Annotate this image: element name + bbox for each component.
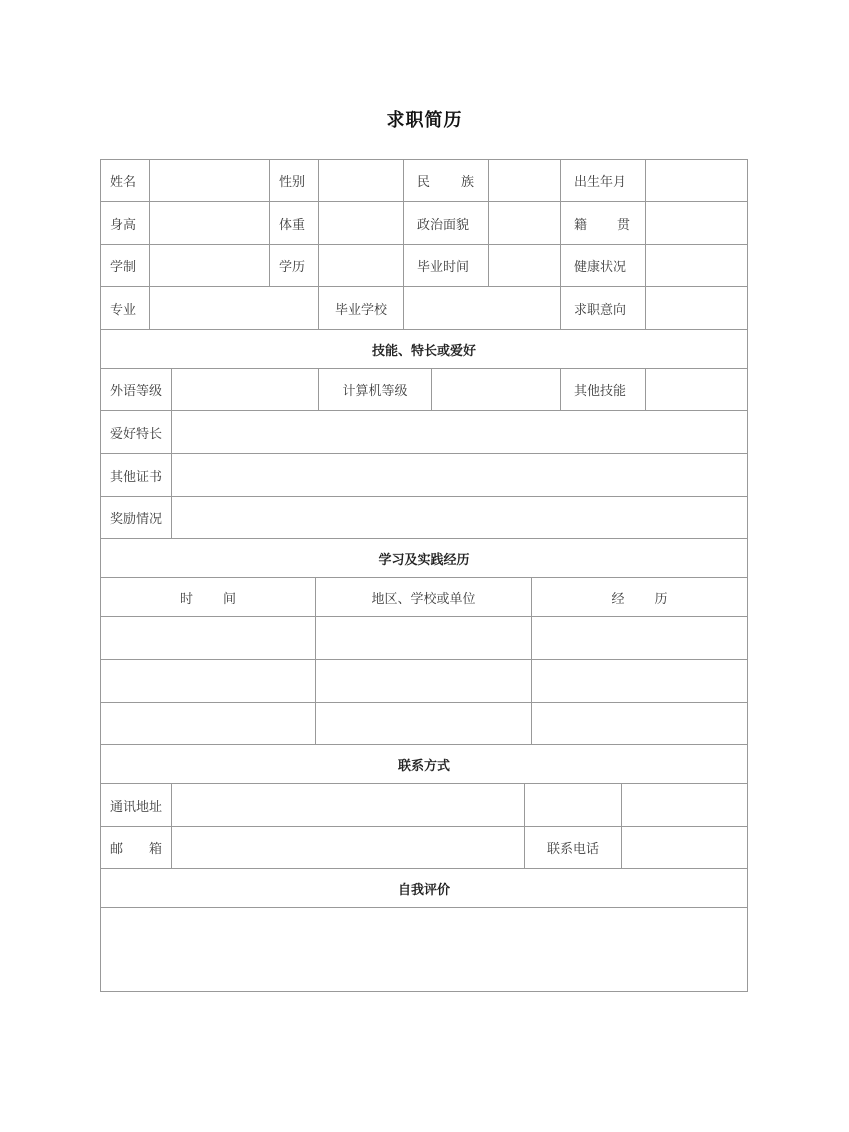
input-height[interactable] [150, 202, 270, 245]
label-major: 专业 [100, 287, 150, 330]
section-experience-header: 学习及实践经历 [100, 539, 748, 578]
resume-form-table [100, 159, 748, 992]
page-title: 求职简历 [386, 110, 463, 131]
column-header-experience [532, 578, 748, 617]
experience-row-1-time[interactable] [100, 617, 316, 660]
label-email-part1: 邮 [110, 842, 124, 857]
experience-row-3-desc[interactable] [532, 703, 748, 745]
input-gender[interactable] [319, 159, 404, 202]
label-address: 通讯地址 [100, 784, 172, 827]
input-health[interactable] [646, 245, 748, 287]
label-ethnicity-part1: 民 [417, 175, 431, 190]
input-certificates[interactable] [172, 454, 748, 497]
label-height: 身高 [100, 202, 150, 245]
experience-row-2-place[interactable] [316, 660, 532, 703]
input-schooling[interactable] [150, 245, 270, 287]
input-foreign-language[interactable] [172, 369, 319, 411]
label-weight: 体重 [270, 202, 319, 245]
label-email-part2: 箱 [148, 842, 162, 857]
column-header-experience-part1: 经 [611, 591, 625, 607]
label-other-skills: 其他技能 [561, 369, 646, 411]
label-job-intent: 求职意向 [561, 287, 646, 330]
input-phone[interactable] [622, 827, 748, 869]
label-origin-part2: 贯 [616, 217, 630, 233]
input-birth[interactable] [646, 159, 748, 202]
input-major[interactable] [150, 287, 319, 330]
label-hobbies: 爱好特长 [100, 411, 172, 454]
column-header-time-part2: 间 [223, 591, 237, 607]
section-contact-header: 联系方式 [100, 745, 748, 784]
input-hobbies[interactable] [172, 411, 748, 454]
label-foreign-language: 外语等级 [100, 369, 172, 411]
label-ethnicity [404, 159, 489, 202]
label-grad-time: 毕业时间 [404, 245, 489, 287]
label-ethnicity-part2: 族 [460, 175, 474, 190]
column-header-place: 地区、学校或单位 [316, 578, 532, 617]
input-origin[interactable] [646, 202, 748, 245]
input-computer-level[interactable] [432, 369, 561, 411]
label-name: 姓名 [100, 159, 150, 202]
input-self-evaluation[interactable] [100, 908, 748, 992]
experience-row-1-place[interactable] [316, 617, 532, 660]
label-schooling: 学制 [100, 245, 150, 287]
experience-row-1-desc[interactable] [532, 617, 748, 660]
input-job-intent[interactable] [646, 287, 748, 330]
input-email[interactable] [172, 827, 525, 869]
section-skills-header: 技能、特长或爱好 [100, 330, 748, 369]
experience-row-2-desc[interactable] [532, 660, 748, 703]
input-name[interactable] [150, 159, 270, 202]
input-other-skills[interactable] [646, 369, 748, 411]
label-politics: 政治面貌 [404, 202, 489, 245]
experience-row-3-place[interactable] [316, 703, 532, 745]
label-gender: 性别 [270, 159, 319, 202]
label-grad-school: 毕业学校 [319, 287, 404, 330]
input-degree[interactable] [319, 245, 404, 287]
label-awards: 奖励情况 [100, 497, 172, 539]
input-address[interactable] [172, 784, 525, 827]
column-header-experience-part2: 历 [654, 591, 668, 607]
blank-input-cell[interactable] [622, 784, 748, 827]
input-awards[interactable] [172, 497, 748, 539]
experience-row-3-time[interactable] [100, 703, 316, 745]
input-grad-time[interactable] [489, 245, 561, 287]
experience-row-2-time[interactable] [100, 660, 316, 703]
label-computer-level: 计算机等级 [319, 369, 432, 411]
blank-label-cell [525, 784, 622, 827]
input-grad-school[interactable] [404, 287, 561, 330]
section-self-evaluation-header: 自我评价 [100, 869, 748, 908]
label-degree: 学历 [270, 245, 319, 287]
input-politics[interactable] [489, 202, 561, 245]
label-email [100, 827, 172, 869]
label-health: 健康状况 [561, 245, 646, 287]
column-header-time [100, 578, 316, 617]
input-weight[interactable] [319, 202, 404, 245]
column-header-time-part1: 时 [179, 591, 193, 607]
input-ethnicity[interactable] [489, 159, 561, 202]
label-phone: 联系电话 [525, 827, 622, 869]
label-origin [561, 202, 646, 245]
label-origin-part1: 籍 [574, 217, 588, 233]
label-birth: 出生年月 [561, 159, 646, 202]
label-certificates: 其他证书 [100, 454, 172, 497]
